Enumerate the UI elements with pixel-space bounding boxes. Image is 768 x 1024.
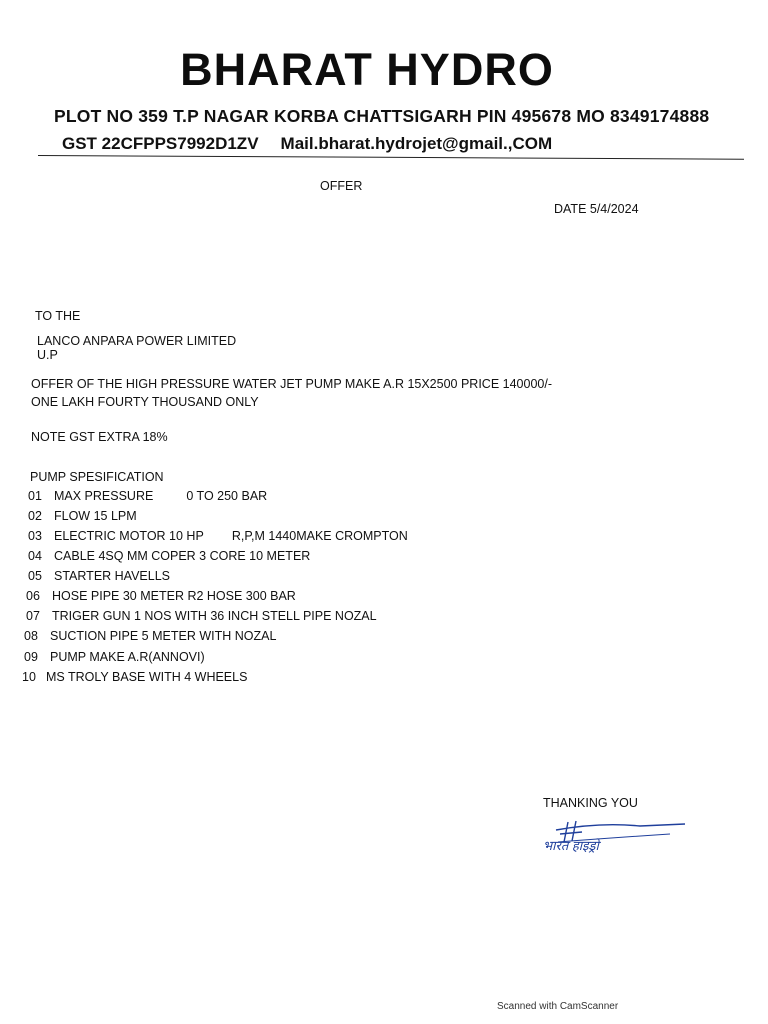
item-text: ELECTRIC MOTOR 10 HP [54,529,204,543]
scanner-watermark: Scanned with CamScanner [497,1001,619,1012]
company-name: BHARAT HYDRO [180,44,554,95]
list-item [22,670,247,684]
list-item [26,589,296,603]
recipient-state: U.P [37,348,58,362]
item-number: 09 [24,650,38,664]
list-item [28,489,267,503]
thanking-you: THANKING YOU [543,796,638,810]
spec-heading: PUMP SPESIFICATION [30,470,164,484]
item-number: 01 [28,489,42,503]
to-label: TO THE [35,309,81,323]
item-number: 10 [22,670,36,684]
item-text: CABLE 4SQ MM COPER 3 CORE 10 METER [54,549,311,563]
company-address: PLOT NO 359 T.P NAGAR KORBA CHATTSIGARH PIN 495678 MO 8349174888 [54,106,710,126]
item-text: MAX PRESSURE [54,489,154,503]
item-number: 06 [26,589,40,603]
email-address: Mail.bharat.hydrojet@gmail.,COM [280,134,553,153]
offer-line-2: ONE LAKH FOURTY THOUSAND ONLY [31,395,259,409]
item-text: MS TROLY BASE WITH 4 WHEELS [46,670,248,684]
item-extra: 0 TO 250 BAR [186,489,268,503]
item-number: 03 [28,529,42,543]
list-item [28,569,170,583]
letter-date: DATE 5/4/2024 [554,202,639,216]
item-extra: R,P,M 1440MAKE CROMPTON [231,529,408,543]
item-number: 05 [28,569,42,583]
list-item [24,650,205,664]
gst-note: NOTE GST EXTRA 18% [31,430,168,444]
list-item [28,509,137,523]
item-text: HOSE PIPE 30 METER R2 HOSE 300 BAR [52,589,296,603]
signature-text: भारत हाइड्रो [543,838,599,853]
gst-number: GST 22CFPPS7992D1ZV [62,134,259,153]
recipient-name: LANCO ANPARA POWER LIMITED [37,334,237,348]
item-text: STARTER HAVELLS [54,569,171,583]
gst-mail-line [62,134,552,154]
list-item [28,529,408,543]
item-number: 08 [24,629,38,643]
item-number: 07 [26,609,40,623]
item-text: TRIGER GUN 1 NOS WITH 36 INCH STELL PIPE NOZAL [52,609,377,623]
offer-line-1: OFFER OF THE HIGH PRESSURE WATER JET PUMP MAKE A.R 15X2500 PRICE 140000/- [31,377,552,391]
item-text: FLOW 15 LPM [54,509,137,523]
list-item [24,629,276,643]
header-divider [38,155,744,160]
item-text: PUMP MAKE A.R(ANNOVI) [50,650,205,664]
item-text: SUCTION PIPE 5 METER WITH NOZAL [50,629,277,643]
item-number: 04 [28,549,42,563]
offer-title: OFFER [320,179,363,193]
list-item [28,549,310,563]
item-number: 02 [28,509,42,523]
list-item [26,609,377,623]
